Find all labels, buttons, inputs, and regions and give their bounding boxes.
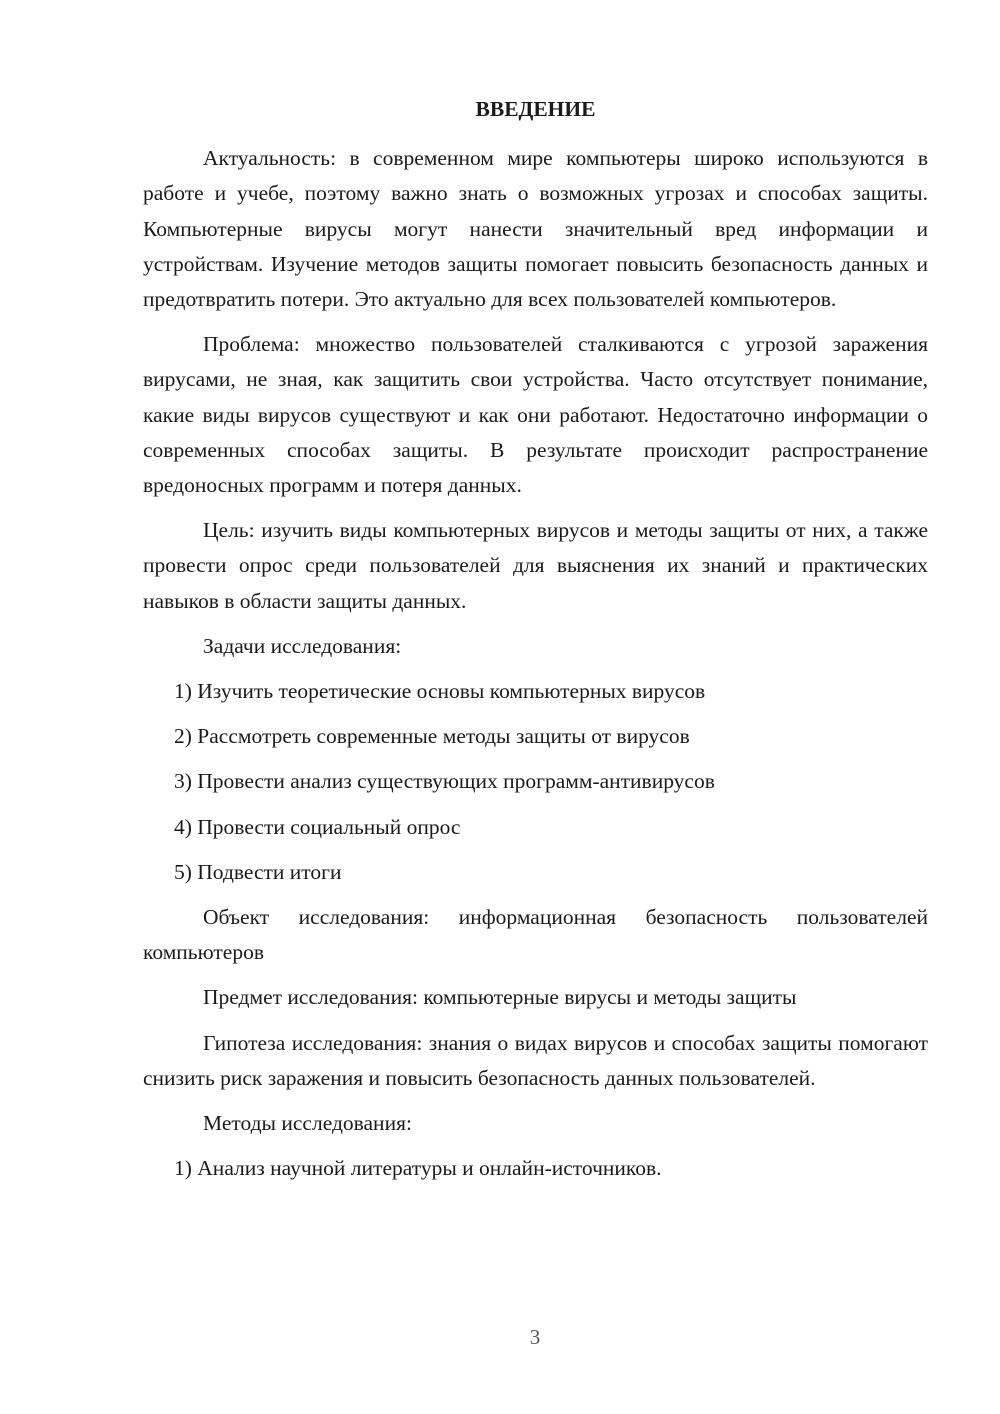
tasks-list	[143, 674, 928, 890]
list-item: 2) Рассмотреть современные методы защиты от вирусов	[174, 724, 690, 749]
goal-paragraph: Цель: изучить виды компьютерных вирусов и методы защиты от них, а также провести опрос среди пользователей для выяснения их знаний и практических навыков в области защиты данных.	[143, 518, 928, 613]
page-number: 3	[529, 1325, 541, 1349]
list-item: 1) Анализ научной литературы и онлайн-источников.	[174, 1156, 662, 1181]
document-page	[143, 92, 928, 1196]
hypothesis-paragraph: Гипотеза исследования: знания о видах вирусов и способах защиты помогают снизить риск заражения и повысить безопасность данных пользователей.	[143, 1030, 928, 1090]
list-item: 5) Подвести итоги	[174, 859, 342, 884]
list-item: 4) Провести социальный опрос	[174, 814, 461, 839]
list-item: 3) Провести анализ существующих программ-антивирусов	[174, 769, 715, 794]
object-paragraph: Объект исследования: информационная безопасность пользователей компьютеров	[143, 905, 928, 965]
section-title: ВВЕДЕНИЕ	[475, 97, 596, 121]
methods-heading: Методы исследования:	[203, 1111, 412, 1136]
subject-paragraph: Предмет исследования: компьютерные вирусы и методы защиты	[203, 985, 797, 1010]
tasks-heading: Задачи исследования:	[203, 633, 402, 658]
problem-paragraph: Проблема: множество пользователей сталкиваются с угрозой заражения вирусами, не зная, как защитить свои устройства. Часто отсутствует понимание, какие виды вирусов существуют и как они работают. Недостаточно информации о современных способах защиты. В результате происходит распространение вредоносных программ и потеря данных.	[143, 332, 928, 498]
list-item: 1) Изучить теоретические основы компьютерных вирусов	[174, 679, 706, 704]
relevance-paragraph: Актуальность: в современном мире компьютеры широко используются в работе и учебе, поэтому важно знать о возможных угрозах и способах защиты. Компьютерные вирусы могут нанести значительный вред информации и устройствам. Изучение методов защиты помогает повысить безопасность данных и предотвратить потери. Это актуально для всех пользователей компьютеров.	[143, 146, 928, 312]
methods-list	[143, 1151, 928, 1186]
